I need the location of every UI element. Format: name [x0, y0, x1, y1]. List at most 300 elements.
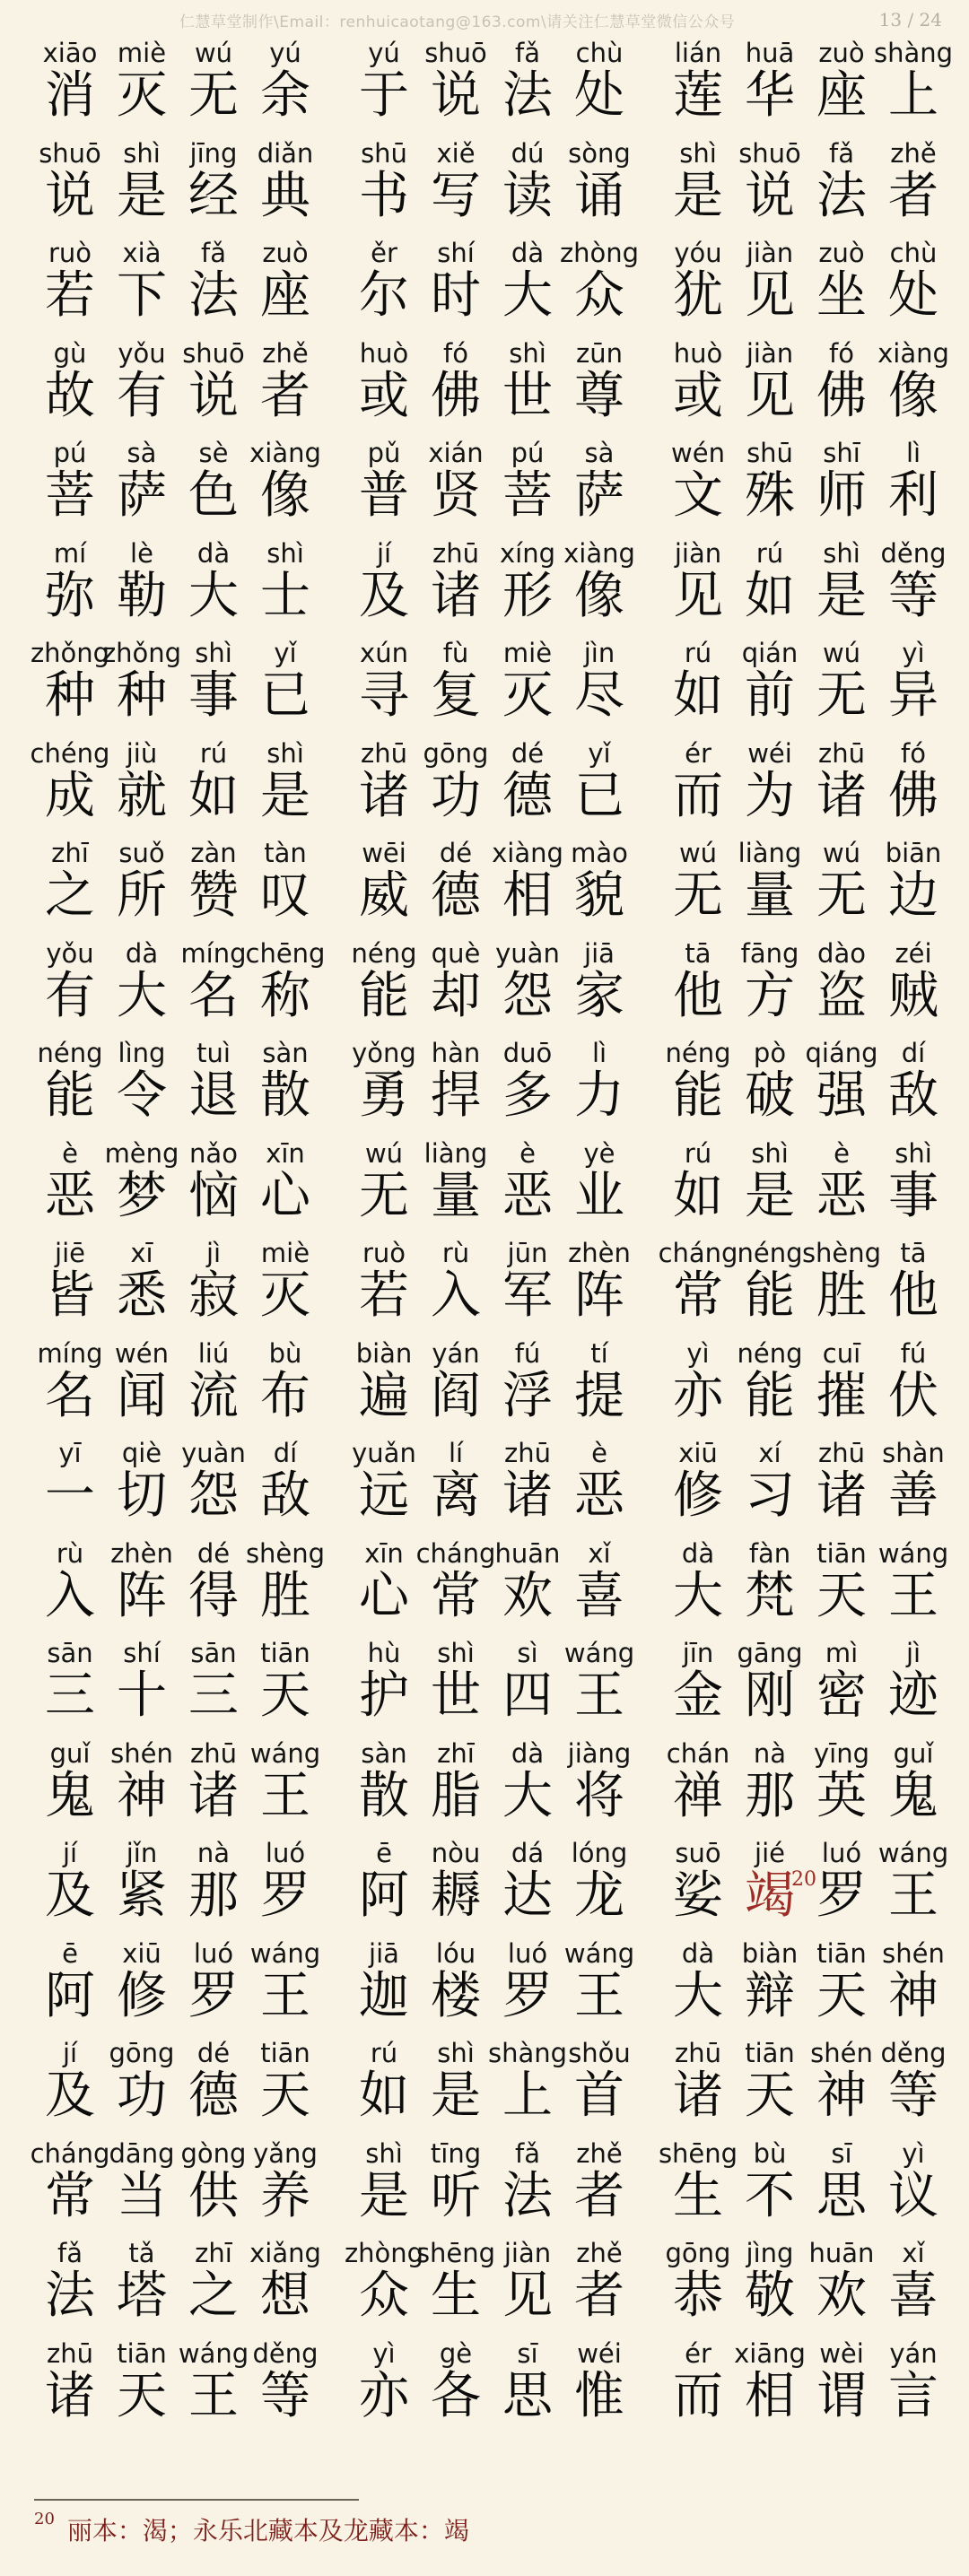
- char-unit: [662, 38, 734, 124]
- pinyin: xiū: [678, 1438, 718, 1468]
- character: 称: [260, 966, 310, 1025]
- char-unit: [420, 138, 492, 224]
- char-unit: [178, 238, 249, 324]
- verse-phrase: [34, 1138, 323, 1239]
- char-unit: [877, 2038, 949, 2124]
- pinyin: míng: [37, 1337, 103, 1369]
- page-number: 13 / 24: [878, 9, 942, 30]
- char-unit: [877, 1538, 949, 1624]
- character: 及: [45, 2067, 95, 2125]
- pinyin: xià: [122, 238, 162, 268]
- pinyin: shén: [882, 1937, 945, 1969]
- character: 鬼: [888, 1766, 938, 1825]
- character: 是: [816, 566, 867, 625]
- char-unit: [734, 2238, 806, 2324]
- character: 诸: [673, 2067, 723, 2125]
- char-unit: [877, 138, 949, 224]
- pinyin: ruò: [362, 1238, 406, 1268]
- pinyin: sòng: [568, 137, 631, 169]
- pinyin: shì: [437, 2038, 475, 2068]
- character: 梦: [117, 1166, 167, 1225]
- pinyin: mì: [825, 1638, 859, 1668]
- char-unit: [662, 238, 734, 324]
- pinyin: yǐ: [588, 737, 611, 769]
- pinyin: miè: [260, 1238, 310, 1268]
- pinyin: chéng: [30, 737, 110, 769]
- pinyin: shèng: [801, 1238, 882, 1268]
- verse-phrase: [662, 638, 951, 738]
- character: 楼: [431, 1966, 481, 2025]
- pinyin: bù: [268, 1337, 302, 1369]
- char-unit: [34, 1938, 106, 2024]
- verse-phrase: [34, 238, 323, 338]
- char-unit: [34, 1338, 106, 1424]
- char-unit: [420, 438, 492, 524]
- character: 能: [745, 1366, 795, 1425]
- pinyin: xǐ: [902, 2238, 925, 2268]
- char-unit: [348, 1938, 420, 2024]
- character: 三: [188, 1667, 239, 1725]
- char-unit: [806, 1038, 877, 1124]
- pinyin: néng: [737, 1337, 803, 1369]
- character: 脂: [431, 1766, 481, 1825]
- pinyin: jiē: [55, 1238, 85, 1268]
- character: 事: [188, 666, 239, 725]
- char-unit: [662, 1638, 734, 1724]
- character: 佛: [888, 766, 938, 825]
- character: 将: [574, 1766, 624, 1825]
- pinyin: diǎn: [257, 137, 314, 169]
- char-unit: [106, 2338, 178, 2424]
- pinyin: tǎ: [128, 2238, 155, 2268]
- pinyin: sān: [47, 1638, 93, 1668]
- char-unit: [34, 1738, 106, 1824]
- pinyin: pò: [753, 1038, 787, 1068]
- char-unit: [559, 238, 640, 325]
- character: 恶: [502, 1166, 553, 1225]
- char-unit: [662, 1038, 734, 1124]
- char-unit: [420, 738, 492, 824]
- char-unit: [420, 1838, 492, 1924]
- pinyin: sī: [517, 2337, 538, 2369]
- char-unit: [249, 1838, 321, 1924]
- pinyin: dà: [681, 1537, 715, 1569]
- character: 大: [502, 1766, 553, 1825]
- character: 生: [431, 2267, 481, 2325]
- char-unit: [492, 1938, 563, 2024]
- pinyin: sì: [517, 1638, 538, 1668]
- pinyin: tā: [685, 937, 711, 969]
- pinyin: zuò: [818, 38, 865, 68]
- character: 叹: [260, 866, 310, 925]
- pinyin: xiū: [122, 1937, 162, 1969]
- char-unit: [34, 938, 106, 1024]
- pinyin: tiān: [816, 1537, 867, 1569]
- char-unit: [348, 1138, 420, 1224]
- pinyin: jiàn: [746, 238, 794, 268]
- pinyin: cháng: [658, 1238, 738, 1268]
- character: 王: [188, 2366, 239, 2425]
- header-text: 仁慧草堂制作\Email：renhuicaotang@163.com\请关注仁慧草堂微信公众号: [179, 13, 736, 31]
- character: 法: [502, 2166, 553, 2225]
- char-unit: [563, 838, 635, 924]
- pinyin: zhě: [576, 2238, 623, 2268]
- pinyin: dà: [196, 537, 231, 569]
- character: 等: [260, 2366, 310, 2425]
- pinyin: rú: [684, 638, 712, 668]
- char-unit: [344, 2238, 424, 2325]
- pinyin: rú: [684, 1137, 712, 1169]
- verse-phrase: [34, 538, 323, 639]
- char-unit: [806, 2038, 877, 2124]
- character: 阿: [359, 1867, 409, 1925]
- character: 天: [117, 2366, 167, 2425]
- char-unit: [348, 2038, 420, 2124]
- pinyin: nǎo: [189, 1137, 238, 1169]
- char-unit: [106, 2238, 178, 2324]
- pinyin: shàn: [882, 1438, 945, 1468]
- pinyin: rú: [199, 737, 228, 769]
- pinyin: dà: [511, 238, 545, 268]
- verse-phrase: [30, 737, 323, 839]
- char-unit: [806, 1638, 877, 1724]
- character: 十: [117, 1667, 167, 1725]
- pinyin: yì: [902, 638, 925, 668]
- char-unit: [30, 2137, 110, 2225]
- char-unit: [30, 737, 110, 825]
- char-unit: [420, 538, 492, 624]
- pinyin: shuō: [738, 137, 801, 169]
- char-unit: [662, 338, 734, 424]
- character: 达: [502, 1867, 553, 1925]
- pinyin: è: [591, 1438, 607, 1468]
- pinyin: shuō: [424, 38, 487, 68]
- character: 士: [260, 566, 310, 625]
- character: 勒: [117, 566, 167, 625]
- verse-phrase: [658, 1238, 951, 1338]
- char-unit: [178, 1538, 249, 1624]
- character: 听: [431, 2166, 481, 2225]
- character: 大: [673, 1966, 723, 2025]
- pinyin: shì: [823, 537, 860, 569]
- char-unit: [106, 138, 178, 224]
- pinyin: fǎ: [201, 238, 226, 268]
- character: 亦: [359, 2366, 409, 2425]
- pinyin: tiān: [117, 2337, 167, 2369]
- pinyin: chēng: [245, 937, 326, 969]
- char-unit: [563, 538, 635, 624]
- char-unit: [806, 738, 877, 824]
- char-unit: [492, 1238, 563, 1324]
- character: 四: [502, 1667, 553, 1725]
- character: 消: [45, 66, 95, 125]
- char-unit: [420, 2338, 492, 2424]
- pinyin: fàn: [748, 1537, 791, 1569]
- pinyin: cuī: [822, 1337, 861, 1369]
- char-unit: [249, 338, 321, 424]
- pinyin: nà: [196, 1838, 231, 1868]
- pinyin: wáng: [563, 1937, 635, 1969]
- char-unit: [492, 838, 563, 924]
- pinyin: tā: [900, 1238, 927, 1268]
- pinyin: xǐ: [588, 1537, 611, 1569]
- char-unit: [348, 38, 420, 124]
- character: 及: [359, 566, 409, 625]
- verse-phrase: [662, 2238, 951, 2338]
- char-unit: [662, 938, 734, 1024]
- pinyin: zhū: [818, 737, 865, 769]
- character: 德: [502, 766, 553, 825]
- character: 布: [260, 1366, 310, 1425]
- character: 故: [45, 366, 95, 425]
- char-unit: [106, 738, 178, 824]
- character: 流: [188, 1366, 239, 1425]
- pinyin: wēi: [362, 838, 406, 868]
- character: 而: [673, 2366, 723, 2425]
- character: 天: [260, 2067, 310, 2125]
- pinyin: ěr: [371, 238, 397, 268]
- char-unit: [734, 338, 806, 424]
- pinyin: chù: [575, 38, 624, 68]
- character: 座: [260, 266, 310, 325]
- character: 得: [188, 1566, 239, 1625]
- char-unit: [178, 1638, 249, 1724]
- char-unit: [420, 2038, 492, 2124]
- char-unit: [420, 1238, 492, 1324]
- char-unit: [420, 38, 492, 124]
- char-unit: [178, 838, 249, 924]
- character: 犹: [673, 266, 723, 325]
- character: 相: [502, 866, 553, 925]
- character: 世: [502, 366, 553, 425]
- pinyin: dà: [681, 1937, 715, 1969]
- pinyin: shēng: [415, 2238, 496, 2268]
- char-unit: [348, 738, 420, 824]
- verse-phrase: [348, 38, 637, 138]
- pinyin: gōng: [665, 2238, 731, 2268]
- char-unit: [420, 1438, 492, 1524]
- verse-phrase: [662, 1538, 951, 1639]
- char-unit: [34, 1838, 106, 1924]
- character: 是: [260, 766, 310, 825]
- char-unit: [563, 438, 635, 524]
- character: 之: [45, 866, 95, 925]
- character: 有: [117, 366, 167, 425]
- character: 无: [359, 1166, 409, 1225]
- pinyin: shuō: [39, 137, 101, 169]
- character: 是: [431, 2067, 481, 2125]
- character: 他: [673, 966, 723, 1025]
- character: 边: [888, 866, 938, 925]
- character: 言: [888, 2366, 938, 2425]
- char-unit: [178, 1738, 249, 1824]
- char-unit: [658, 2137, 738, 2225]
- footnote-mark: 20: [34, 2510, 55, 2528]
- character: 各: [431, 2366, 481, 2425]
- pinyin: xīn: [364, 1537, 404, 1569]
- pinyin: yǒu: [118, 337, 166, 369]
- char-unit: [563, 2038, 635, 2124]
- character: 之: [188, 2267, 239, 2325]
- pinyin: qiè: [121, 1438, 162, 1468]
- char-unit: [563, 2338, 635, 2424]
- character: 或: [359, 366, 409, 425]
- verse-phrase: [34, 937, 326, 1039]
- character: 德: [188, 2067, 239, 2125]
- char-unit: [662, 738, 734, 824]
- char-unit: [178, 38, 249, 124]
- char-unit: [492, 2338, 563, 2424]
- verse-phrase: [348, 2038, 637, 2138]
- character: 功: [431, 766, 481, 825]
- character: 法: [45, 2267, 95, 2325]
- character: 或: [673, 366, 723, 425]
- char-unit: [734, 1938, 806, 2024]
- char-unit: [492, 1338, 563, 1424]
- character: 是: [745, 1166, 795, 1225]
- character: 无: [816, 866, 867, 925]
- verse-phrase: [34, 2038, 323, 2138]
- char-unit: [877, 538, 949, 624]
- verse-phrase: [662, 2038, 951, 2138]
- pinyin: jìng: [746, 2238, 794, 2268]
- char-unit: [106, 1038, 178, 1124]
- pinyin: yè: [583, 1137, 615, 1169]
- character: 于: [359, 66, 409, 125]
- char-unit: [877, 2238, 949, 2324]
- character: 莲: [673, 66, 723, 125]
- character: 说: [745, 166, 795, 225]
- pinyin: nà: [753, 1737, 787, 1769]
- pinyin: luó: [265, 1838, 306, 1868]
- char-unit: [806, 38, 877, 124]
- verse-phrase: [348, 1538, 637, 1639]
- char-unit: [563, 1238, 635, 1324]
- verse-phrase: [348, 1238, 637, 1338]
- char-unit: [106, 2038, 178, 2124]
- pinyin: biàn: [355, 1337, 413, 1369]
- verse-phrase: [34, 438, 323, 538]
- character: 怨: [502, 966, 553, 1025]
- char-unit: [178, 1838, 249, 1924]
- char-unit: [348, 138, 420, 224]
- pinyin: huā: [745, 38, 795, 68]
- verse-phrase: [662, 1438, 951, 1538]
- pinyin: yú: [368, 38, 400, 68]
- verse-phrase: [348, 638, 637, 738]
- character: 德: [431, 866, 481, 925]
- char-unit: [806, 1838, 877, 1924]
- character: 天: [260, 1667, 310, 1725]
- pinyin: lóu: [435, 1937, 476, 1969]
- character: 不: [745, 2166, 795, 2225]
- character: 修: [117, 1966, 167, 2025]
- character: 梵: [745, 1566, 795, 1625]
- character: 阵: [117, 1566, 167, 1625]
- character: 神: [816, 2067, 867, 2125]
- pinyin: gè: [439, 2337, 473, 2369]
- char-unit: [178, 1238, 249, 1324]
- character: 敌: [888, 1066, 938, 1125]
- character: 家: [574, 966, 624, 1025]
- verse-phrase: [348, 1038, 637, 1138]
- char-unit: [178, 538, 249, 624]
- character: 迹: [888, 1667, 938, 1725]
- verse-phrase: [34, 1838, 323, 1938]
- pinyin: yuàn: [181, 1438, 246, 1468]
- character: 诸: [45, 2366, 95, 2425]
- character: 典: [260, 166, 310, 225]
- pinyin: dé: [511, 737, 545, 769]
- pinyin: dé: [196, 2038, 231, 2068]
- pinyin: shàng: [487, 2038, 568, 2068]
- char-unit: [806, 1538, 877, 1624]
- pinyin: zhī: [51, 838, 89, 868]
- pinyin: shèng: [245, 1537, 326, 1569]
- verse-phrase: [662, 1038, 951, 1138]
- pinyin: sàn: [262, 1038, 309, 1068]
- char-unit: [662, 1338, 734, 1424]
- char-unit: [734, 438, 806, 524]
- verse-phrase: [662, 1738, 951, 1839]
- pinyin: yuàn: [495, 937, 560, 969]
- pinyin: zuò: [818, 238, 865, 268]
- char-unit: [563, 638, 635, 724]
- character: 破: [745, 1066, 795, 1125]
- char-unit: [563, 1438, 635, 1524]
- verse-phrase: [662, 138, 951, 239]
- verse-phrase: [348, 138, 637, 239]
- verse-phrase: [348, 2338, 637, 2439]
- verse-phrase: [662, 38, 954, 138]
- char-unit: [420, 838, 492, 924]
- pinyin: dá: [511, 1838, 545, 1868]
- verse-phrase: [348, 738, 637, 839]
- character: 密: [816, 1667, 867, 1725]
- pinyin: fó: [829, 337, 854, 369]
- character: 阿: [45, 1966, 95, 2025]
- char-unit: [106, 2138, 178, 2224]
- char-unit: [415, 2238, 496, 2325]
- pinyin: guǐ: [893, 1737, 934, 1769]
- pinyin: shì: [195, 638, 232, 668]
- character: 而: [673, 766, 723, 825]
- verse-phrase: [34, 2238, 323, 2338]
- pinyin: mèng: [104, 1137, 179, 1169]
- character: 那: [745, 1766, 795, 1825]
- verse-phrase: [662, 1338, 951, 1439]
- character: 议: [888, 2166, 938, 2225]
- char-unit: [734, 138, 806, 224]
- char-unit: [420, 1038, 492, 1124]
- char-unit: [249, 1738, 321, 1824]
- char-unit: [249, 838, 321, 924]
- character: 众: [574, 266, 624, 325]
- character: 处: [888, 266, 938, 325]
- char-unit: [249, 1038, 321, 1124]
- char-unit: [734, 38, 806, 124]
- char-unit: [420, 1738, 492, 1824]
- pinyin: xiàng: [492, 838, 563, 868]
- pinyin: xún: [360, 638, 408, 668]
- verse-phrase: [662, 938, 951, 1039]
- pinyin: shēng: [658, 2137, 738, 2169]
- pinyin: wú: [822, 838, 861, 868]
- pinyin: gāng: [737, 1638, 803, 1668]
- char-unit: [734, 1138, 806, 1224]
- pinyin: è: [834, 1137, 850, 1169]
- character: 军: [502, 1266, 553, 1325]
